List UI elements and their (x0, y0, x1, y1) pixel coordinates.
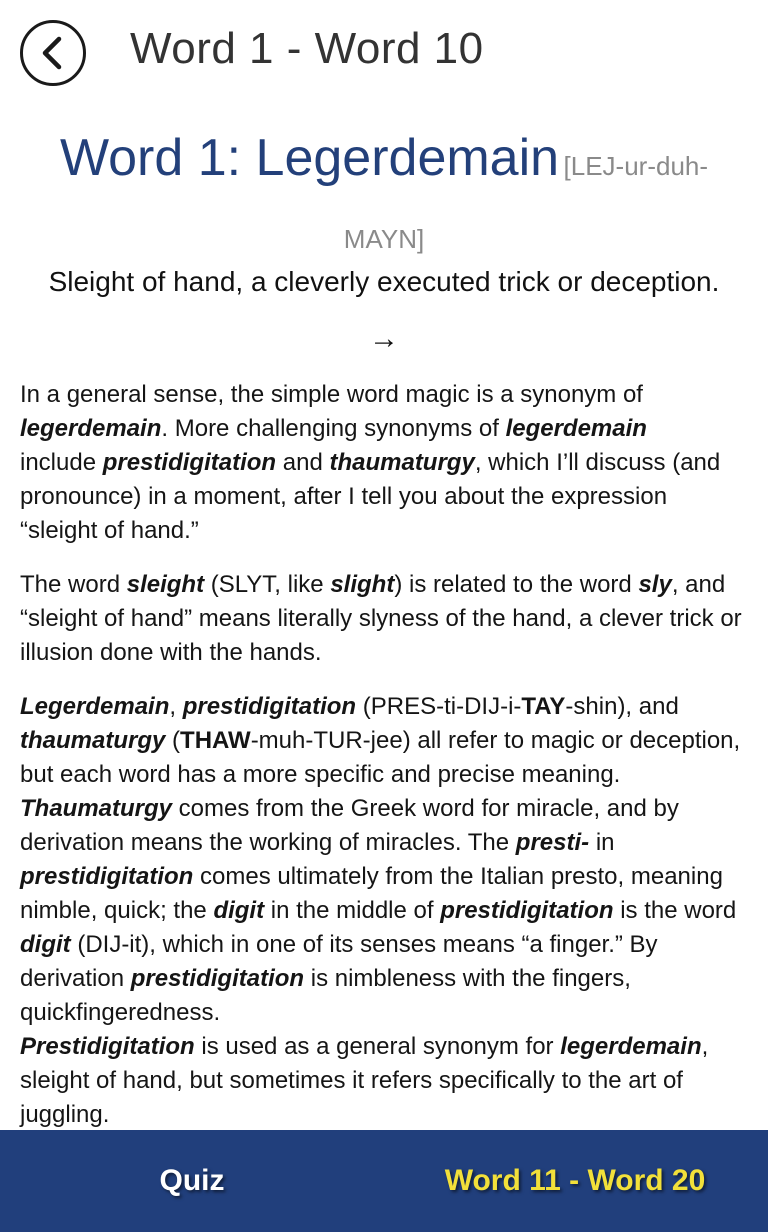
paragraph-1: In a general sense, the simple word magic is a synonym of legerdemain. More challenging synonyms of legerdemain include prestidigitation and thaumaturgy, which I’ll discuss (and pronounce) in a moment, after I tell you about the expression “sleight of hand.” (20, 381, 721, 544)
word-heading (20, 124, 748, 278)
quiz-button[interactable]: Quiz (159, 1164, 225, 1197)
bottom-nav-bar (0, 1130, 768, 1232)
right-arrow-icon: → (369, 322, 399, 355)
word-definition: Sleight of hand, a cleverly executed trick or deception. (48, 266, 720, 297)
paragraph-3: Legerdemain, prestidigitation (PRES-ti-DIJ-i-TAY-shin), and thaumaturgy (THAW-muh-TUR-jee) all refer to magic or deception, but each word has a more specific and precise meaning. Thaumaturgy comes from the Greek word for miracle, and by derivation means the working of miracles. The presti- in prestidigitation comes ultimately from the Italian presto, meaning nimble, quick; the digit in the middle of prestidigitation is the word digit (DIJ-it), which in one of its senses means “a finger.” By derivation prestidigitation is nimbleness with the fingers, quickfingeredness. Prestidigitation is used as a general synonym for legerdemain, sleight of hand, but sometimes it refers specifically to the art of juggling. (20, 693, 741, 1128)
chevron-left-icon (23, 23, 83, 83)
word-title: Word 1: Legerdemain (59, 129, 560, 187)
word-pronunciation: [LEJ-ur-duh-MAYN] (343, 151, 709, 254)
header (0, 0, 768, 110)
back-button[interactable] (20, 20, 86, 86)
page-title: Word 1 - Word 10 (130, 24, 484, 73)
lesson-body (20, 378, 748, 1152)
next-words-button[interactable]: Word 11 - Word 20 (444, 1164, 706, 1197)
paragraph-2: The word sleight (SLYT, like slight) is related to the word sly, and “sleight of hand” means literally slyness of the hand, a clever trick or illusion done with the hands. (20, 571, 742, 666)
